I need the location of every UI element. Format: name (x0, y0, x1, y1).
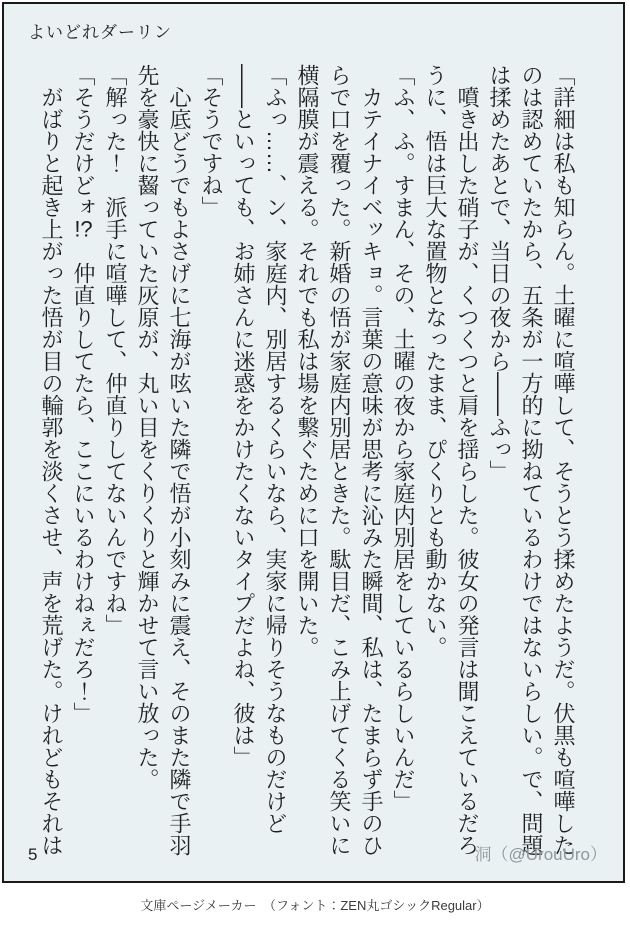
text-column: カテイナイベッキョ。言葉の意味が思考に沁みた瞬間、私は、たまらず手のひ (359, 64, 384, 856)
text-column: 「ふっ……、ン、家庭内、別居するくらいなら、実家に帰りそうなものだけど (263, 64, 288, 834)
text-column: 先を豪快に齧っていた灰原が、丸い目をくりくりと輝かせて言い放った。 (135, 64, 160, 790)
text-column: 心底どうでもよさげに七海が呟いた隣で悟が小刻みに震え、そのまた隣で手羽 (167, 64, 192, 856)
text-column: 「そうですね」 (199, 64, 224, 218)
page-title: よいどれダーリン (28, 23, 172, 42)
text-column: 噴き出した硝子が、くつくつと肩を揺らした。彼女の発言は聞こえているだろ (455, 64, 480, 856)
text-column: らで口を覆った。新婚の悟が家庭内別居ときた。駄目だ、こみ上げてくる笑いに (327, 64, 352, 856)
vertical-text-area (35, 64, 579, 858)
text-column: ――といっても、お姉さんに迷惑をかけたくないタイプだよね、彼は」 (231, 64, 256, 768)
text-column: 「そうだけどォ!? 仲直りしてたら、ここにいるわけねぇだろ！」 (71, 64, 96, 724)
text-column: 「詳細は私も知らん。土曜に喧嘩して、そうとう揉めたようだ。伏黒も喧嘩した (551, 64, 576, 856)
text-column: のは認めていたから、五条が一方的に拗ねているわけではないらしい。で、問題 (519, 64, 544, 856)
page-number: 5 (28, 845, 38, 864)
text-column: は揉めたあとで、当日の夜から――ふっ」 (487, 64, 512, 482)
text-column: 横隔膜が震える。それでも私は場を繋ぐために口を開いた。 (295, 64, 320, 658)
manuscript-page (2, 2, 625, 883)
author-credit: 洞（@UrouUro） (474, 845, 607, 864)
text-column: 「ふ、ふ。すまん、その、土曜の夜から家庭内別居をしているらしいんだ」 (391, 64, 416, 812)
text-column: うに、悟は巨大な置物となったまま、ぴくりとも動かない。 (423, 64, 448, 658)
tate-chu-yoko: !? (74, 218, 93, 240)
text-column: がばりと起き上がった悟が目の輪郭を淡くさせ、声を荒げた。けれどもそれは (39, 64, 64, 856)
generator-caption: 文庫ページメーカー （フォント：ZEN丸ゴシックRegular） (140, 898, 490, 913)
text-column: 「解った！ 派手に喧嘩して、仲直りしてないんですね」 (103, 64, 128, 636)
